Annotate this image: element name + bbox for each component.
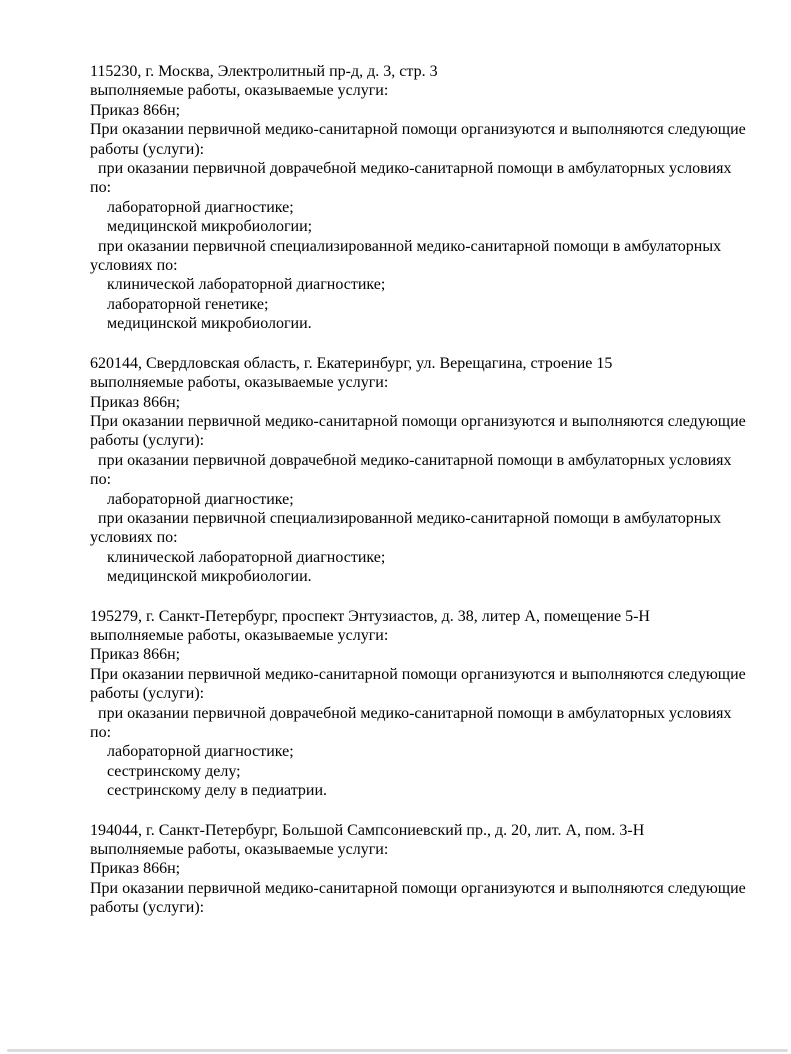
document-line: при оказании первичной доврачебной медико-санитарной помощи в амбулаторных условиях: [98, 451, 732, 469]
document-line: медицинской микробиологии;: [107, 218, 313, 236]
document-line: При оказании первичной медико-санитарной помощи организуются и выполняются следующие: [90, 121, 746, 139]
document-line: сестринскому делу;: [107, 762, 241, 780]
document-line: медицинской микробиологии.: [107, 568, 312, 586]
document-line: сестринскому делу в педиатрии.: [107, 782, 328, 800]
document-line: условиях по:: [90, 257, 178, 275]
document-line: по:: [90, 179, 112, 197]
document-line: Приказ 866н;: [90, 393, 181, 411]
document-line: лабораторной диагностике;: [107, 198, 294, 216]
document-line: Приказ 866н;: [90, 860, 181, 878]
document-line: При оказании первичной медико-санитарной помощи организуются и выполняются следующие: [90, 412, 746, 430]
document-line: лабораторной диагностике;: [107, 743, 294, 761]
document-line: работы (услуги):: [90, 140, 205, 158]
document-line: выполняемые работы, оказываемые услуги:: [90, 626, 389, 644]
document-line: выполняемые работы, оказываемые услуги:: [90, 841, 389, 859]
horizontal-scrollbar-thumb[interactable]: [7, 1049, 788, 1052]
document-line: При оказании первичной медико-санитарной помощи организуются и выполняются следующие: [90, 879, 746, 897]
document-line: при оказании первичной доврачебной медико-санитарной помощи в амбулаторных условиях: [98, 704, 732, 722]
document-line: работы (услуги):: [90, 899, 205, 917]
address-line: 194044, г. Санкт-Петербург, Большой Сампсониевский пр., д. 20, лит. А, пом. 3-Н: [90, 821, 645, 839]
document-line: При оказании первичной медико-санитарной помощи организуются и выполняются следующие: [90, 665, 746, 683]
document-line: Приказ 866н;: [90, 101, 181, 119]
address-line: 115230, г. Москва, Электролитный пр-д, д. 3, стр. 3: [90, 63, 438, 80]
document-line: клинической лабораторной диагностике;: [107, 548, 386, 566]
document-line: работы (услуги):: [90, 685, 205, 703]
document-line: выполняемые работы, оказываемые услуги:: [90, 82, 389, 100]
horizontal-scrollbar[interactable]: [0, 1048, 791, 1054]
document-line: Приказ 866н;: [90, 646, 181, 664]
address-block: [90, 607, 752, 801]
document-line: клинической лабораторной диагностике;: [107, 276, 386, 294]
document-line: лабораторной диагностике;: [107, 490, 294, 508]
address-block: [90, 821, 752, 918]
document-line: при оказании первичной специализированной медико-санитарной помощи в амбулаторных: [98, 237, 722, 255]
document-line: по:: [90, 471, 112, 489]
document-line: по:: [90, 724, 112, 741]
document-line: медицинской микробиологии.: [107, 315, 312, 333]
address-block: [90, 354, 752, 587]
address-line: 620144, Свердловская область, г. Екатеринбург, ул. Верещагина, строение 15: [90, 354, 613, 372]
document-line: условиях по:: [90, 529, 178, 547]
document-line: лабораторной генетике;: [107, 295, 269, 313]
address-line: 195279, г. Санкт-Петербург, проспект Энтузиастов, д. 38, литер А, помещение 5-Н: [90, 607, 650, 625]
address-block: [90, 62, 752, 334]
license-document: [90, 62, 752, 918]
document-line: при оказании первичной специализированной медико-санитарной помощи в амбулаторных: [98, 509, 722, 527]
document-line: выполняемые работы, оказываемые услуги:: [90, 374, 389, 392]
document-line: при оказании первичной доврачебной медико-санитарной помощи в амбулаторных условиях: [98, 160, 732, 178]
document-line: работы (услуги):: [90, 432, 205, 450]
